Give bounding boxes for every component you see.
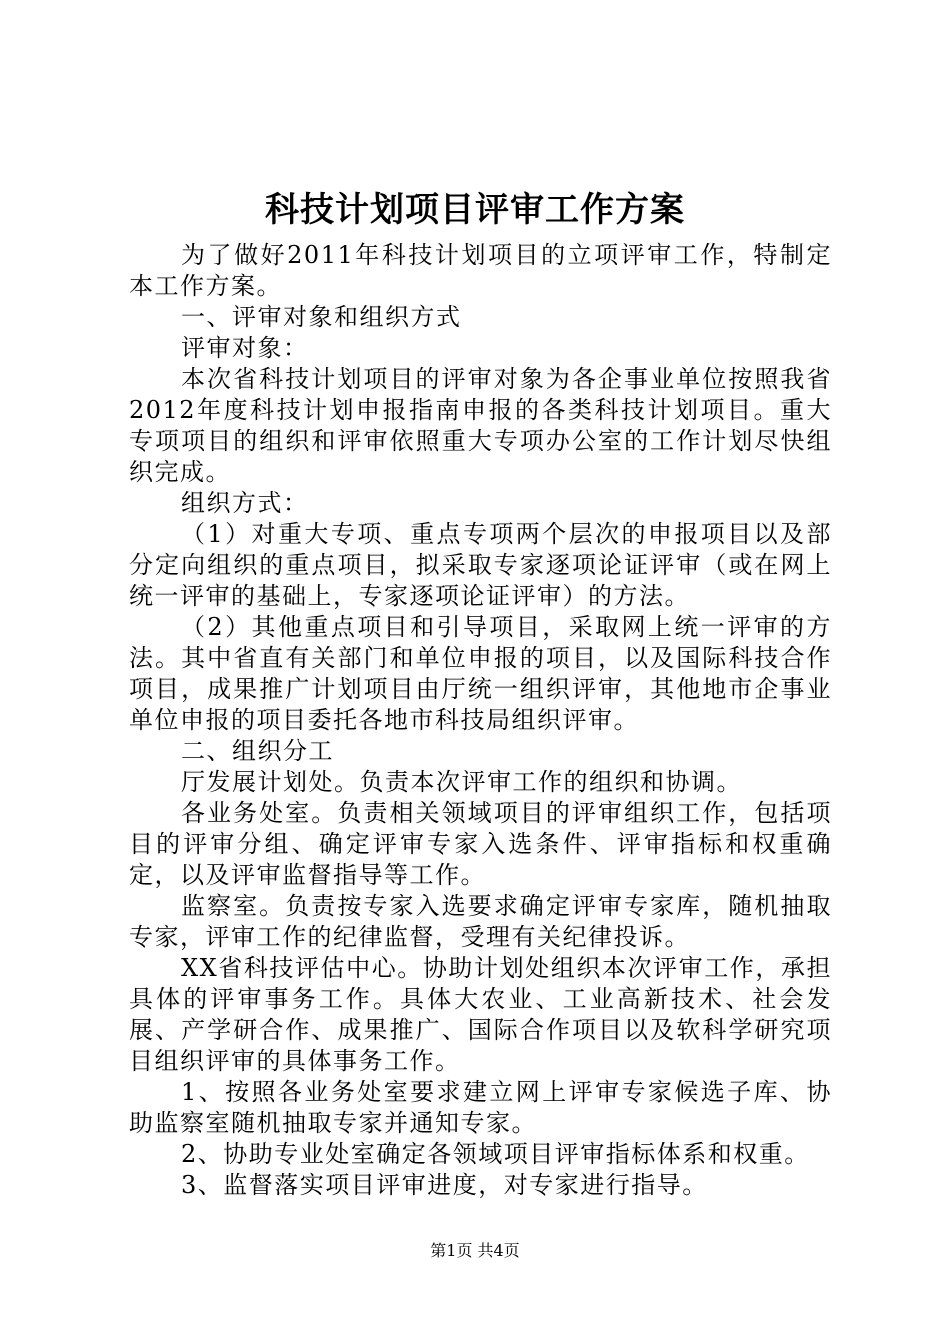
section-heading-1: 一、评审对象和组织方式: [181, 303, 462, 331]
subheading-review-target: 评审对象：: [181, 334, 309, 362]
paragraph-planning-office: 厅发展计划处。负责本次评审工作的组织和协调。: [181, 768, 742, 796]
document-body: [129, 240, 832, 1201]
paragraph-method-1: （1）对重大专项、重点专项两个层次的申报项目以及部分定向组织的重点项目，拟采取专家逐项论证评审（或在网上统一评审的基础上，专家逐项论证评审）的方法。: [129, 520, 832, 610]
list-item-3: 3、监督落实项目评审进度，对专家进行指导。: [181, 1171, 708, 1199]
paragraph-supervision-office: 监察室。负责按专家入选要求确定评审专家库，随机抽取专家，评审工作的纪律监督，受理有关纪律投诉。: [129, 892, 832, 951]
paragraph-evaluation-center: XX省科技评估中心。协助计划处组织本次评审工作，承担具体的评审事务工作。具体大农业、工业高新技术、社会发展、产学研合作、成果推广、国际合作项目以及软科学研究项目组织评审的具体事务工作。: [129, 954, 832, 1075]
list-item-1: 1、按照各业务处室要求建立网上评审专家候选子库、协助监察室随机抽取专家并通知专家。: [129, 1078, 832, 1137]
paragraph-method-2: （2）其他重点项目和引导项目，采取网上统一评审的方法。其中省直有关部门和单位申报的项目，以及国际科技合作项目，成果推广计划项目由厅统一组织评审，其他地市企事业单位申报的项目委托各地市科技局组织评审。: [129, 613, 832, 734]
page-number: 第1页 共4页: [430, 1241, 520, 1260]
paragraph-business-offices: 各业务处室。负责相关领域项目的评审组织工作，包括项目的评审分组、确定评审专家入选条件、评审指标和权重确定，以及评审监督指导等工作。: [129, 799, 832, 889]
paragraph-intro: 为了做好2011年科技计划项目的立项评审工作，特制定本工作方案。: [129, 241, 832, 300]
list-item-2: 2、协助专业处室确定各领域项目评审指标体系和权重。: [181, 1140, 810, 1168]
subheading-organization-method: 组织方式：: [181, 489, 309, 517]
paragraph-review-target: 本次省科技计划项目的评审对象为各企事业单位按照我省2012年度科技计划申报指南申报的各类科技计划项目。重大专项项目的组织和评审依照重大专项办公室的工作计划尽快组织完成。: [129, 365, 832, 486]
section-heading-2: 二、组织分工: [181, 737, 334, 765]
document-title: 科技计划项目评审工作方案: [265, 190, 685, 230]
